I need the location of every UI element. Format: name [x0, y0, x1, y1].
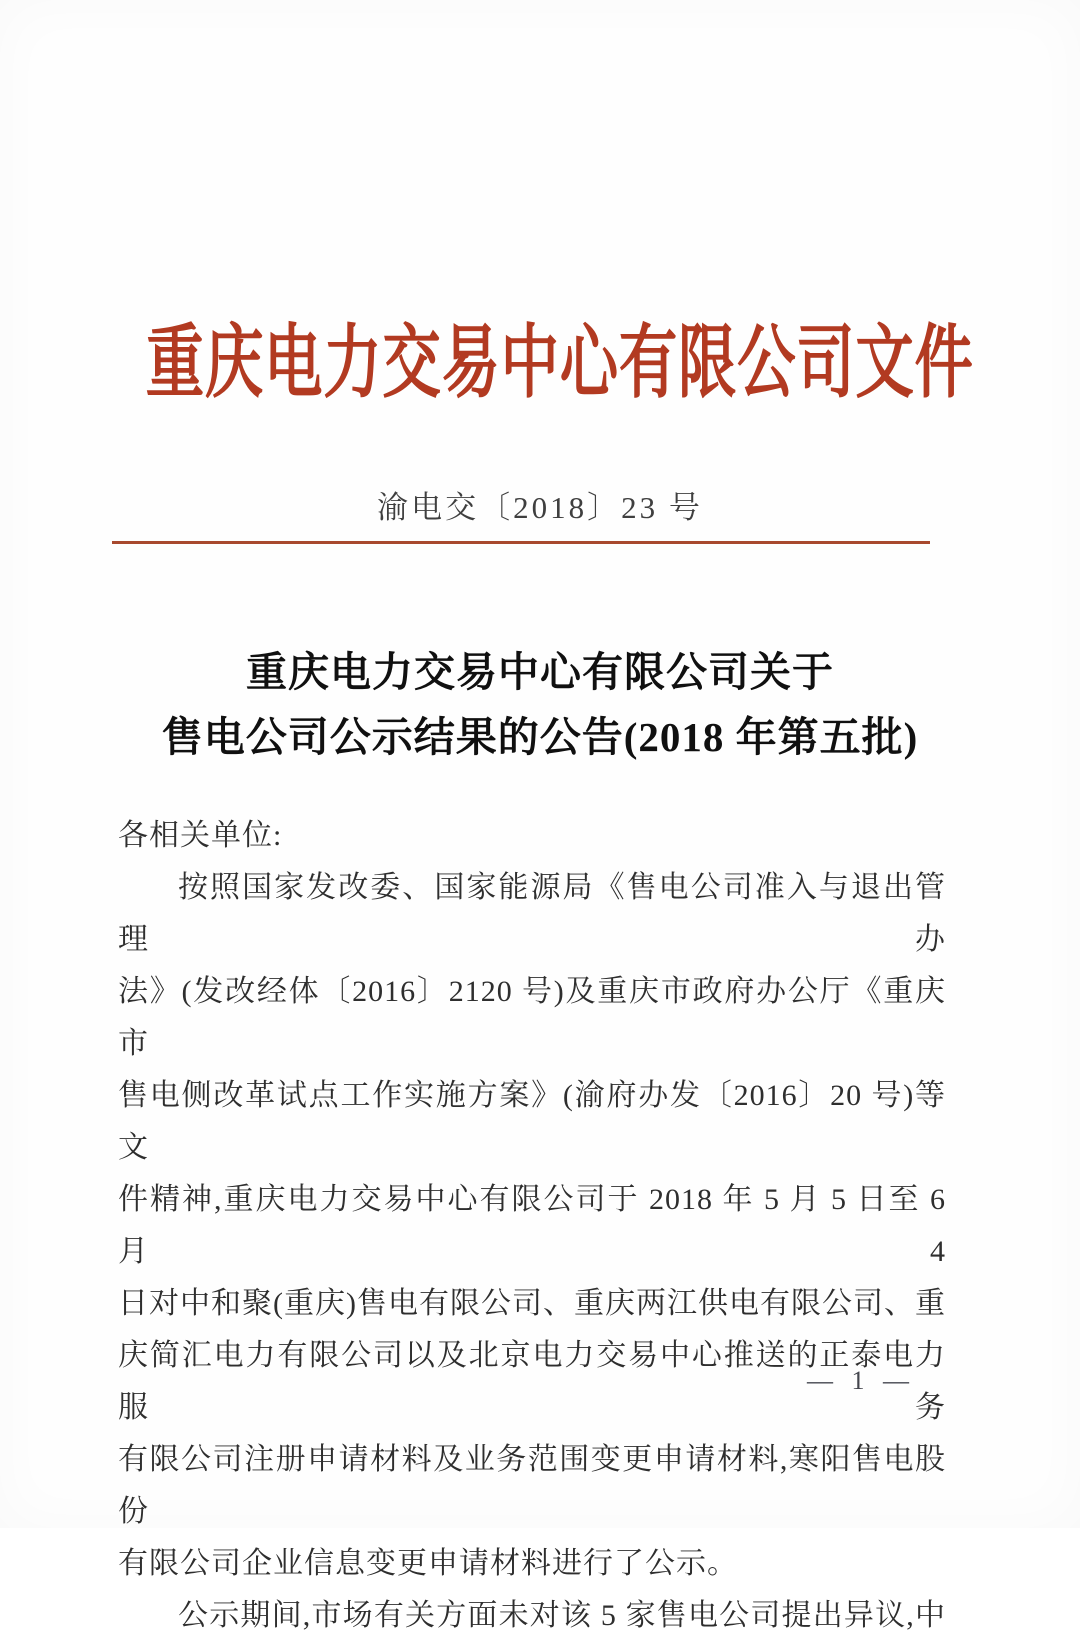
body-line-1: 按照国家发改委、国家能源局《售电公司准入与退出管理办 — [118, 871, 946, 956]
body-line-6: 庆简汇电力有限公司以及北京电力交易中心推送的正泰电力服务 — [118, 1339, 946, 1424]
document-title-line-2: 售电公司公示结果的公告(2018 年第五批) — [161, 714, 919, 760]
body-line-8: 有限公司企业信息变更申请材料进行了公示。 — [118, 1547, 738, 1580]
red-header-org-title: 重庆电力交易中心有限公司文件 — [145, 320, 974, 408]
body-line-3: 售电侧改革试点工作实施方案》(渝府办发〔2016〕20 号)等文 — [118, 1079, 946, 1164]
page-number: — 1 — — [807, 1366, 915, 1395]
body-line-4: 件精神,重庆电力交易中心有限公司于 2018 年 5 月 5 日至 6 月 4 — [118, 1183, 946, 1268]
body-line-7: 有限公司注册申请材料及业务范围变更申请材料,寒阳售电股份 — [118, 1443, 946, 1528]
body-line-2: 法》(发改经体〔2016〕2120 号)及重庆市政府办公厅《重庆市 — [118, 975, 946, 1060]
document-title-line-1: 重庆电力交易中心有限公司关于 — [246, 649, 834, 695]
body-line-9: 公示期间,市场有关方面未对该 5 家售电公司提出异议,中 — [178, 1599, 946, 1632]
document-title — [0, 640, 1080, 770]
salutation-line: 各相关单位: — [118, 819, 283, 852]
document-body — [118, 810, 946, 1642]
red-header-rule — [112, 541, 930, 544]
document-number: 渝电交〔2018〕23 号 — [377, 490, 703, 525]
body-line-5: 日对中和聚(重庆)售电有限公司、重庆两江供电有限公司、重 — [118, 1287, 946, 1320]
